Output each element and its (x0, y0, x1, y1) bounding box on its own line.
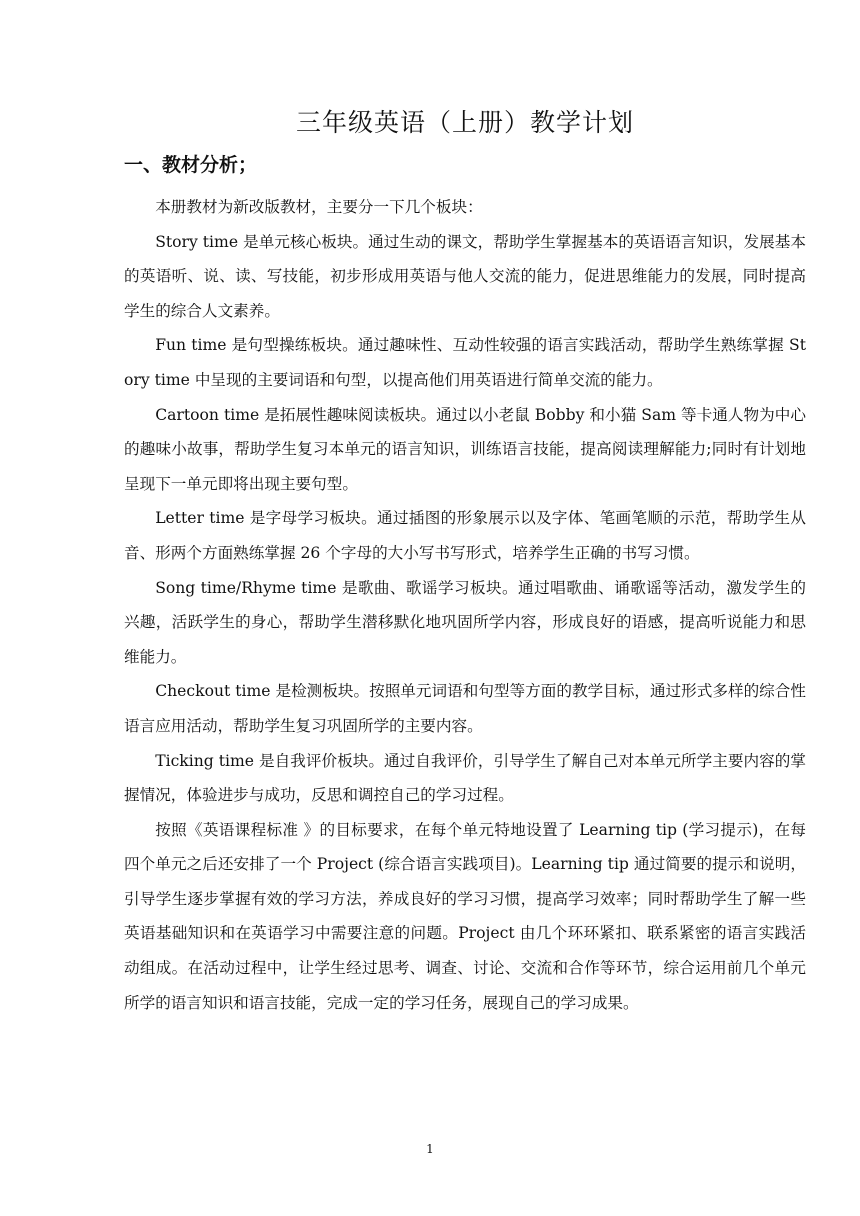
paragraph-fun-time: Fun time 是句型操练板块。通过趣味性、互动性较强的语言实践活动，帮助学生熟练掌握 Story time 中呈现的主要词语和句型，以提高他们用英语进行简单交流的能力。 (124, 336, 806, 389)
paragraph-learning-tip-project: 按照《英语课程标准 》的目标要求，在每个单元特地设置了 Learning tip (学习提示)，在每四个单元之后还安排了一个 Project (综合语言实践项目)。Learning tip 通过简要的提示和说明，引导学生逐步掌握有效的学习方法，养成良好的学习习惯，提高学习效率；同时帮助学生了解一些英语基础知识和在英语学习中需要注意的问题。Project 由几个环环紧扣、联系紧密的语言实践活动组成。在活动过程中，让学生经过思考、调查、讨论、交流和合作等环节，综合运用前几个单元所学的语言知识和语言技能，完成一定的学习任务，展现自己的学习成果。 (124, 820, 806, 1012)
page-title: 三年级英语（上册）教学计划 (295, 108, 634, 137)
page-number: 1 (426, 1142, 434, 1156)
section-heading: 一、教材分析； (124, 154, 258, 176)
paragraph-intro: 本册教材为新改版教材，主要分一下几个板块： (155, 198, 483, 216)
paragraph-checkout-time: Checkout time 是检测板块。按照单元词语和句型等方面的教学目标，通过形式多样的综合性语言应用活动，帮助学生复习巩固所学的主要内容。 (124, 682, 806, 735)
paragraph-story-time: Story time 是单元核心板块。通过生动的课文，帮助学生掌握基本的英语语言知识，发展基本的英语听、说、读、写技能，初步形成用英语与他人交流的能力，促进思维能力的发展，同时提高学生的综合人文素养。 (124, 232, 806, 320)
paragraph-song-rhyme-time: Song time/Rhyme time 是歌曲、歌谣学习板块。通过唱歌曲、诵歌谣等活动，激发学生的兴趣，活跃学生的身心，帮助学生潜移默化地巩固所学内容，形成良好的语感，提高听说能力和思维能力。 (124, 578, 806, 666)
paragraph-ticking-time: Ticking time 是自我评价板块。通过自我评价，引导学生了解自己对本单元所学主要内容的掌握情况，体验进步与成功，反思和调控自己的学习过程。 (124, 751, 806, 805)
paragraph-letter-time: Letter time 是字母学习板块。通过插图的形象展示以及字体、笔画笔顺的示范，帮助学生从音、形两个方面熟练掌握 26 个字母的大小写书写形式，培养学生正确的书写习惯。 (124, 509, 806, 562)
paragraph-cartoon-time: Cartoon time 是拓展性趣味阅读板块。通过以小老鼠 Bobby 和小猫 Sam 等卡通人物为中心的趣味小故事，帮助学生复习本单元的语言知识，训练语言技能，提高阅读理解能力;同时有计划地呈现下一单元即将出现主要句型。 (124, 405, 806, 493)
document-page (124, 98, 806, 1020)
